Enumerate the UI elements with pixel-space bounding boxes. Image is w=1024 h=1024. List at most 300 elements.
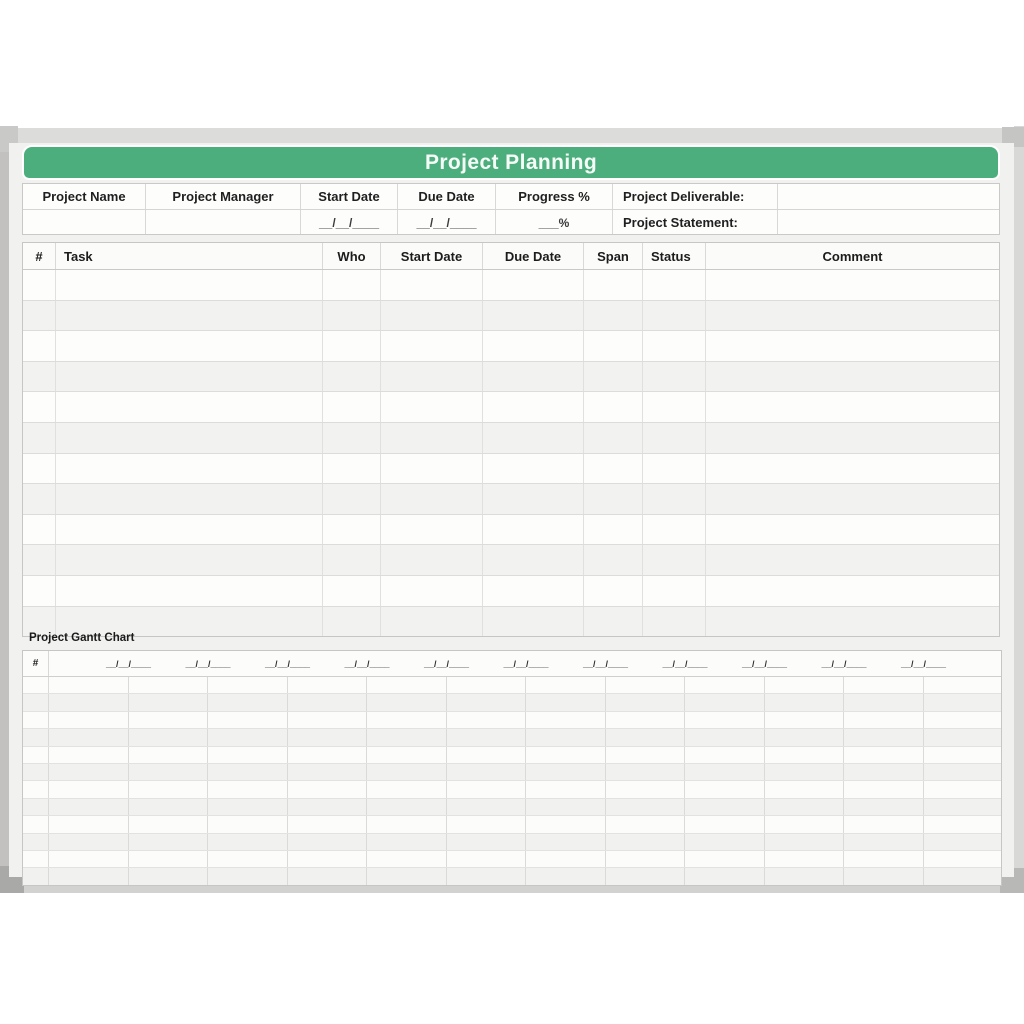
gantt-cell: [129, 816, 209, 832]
task-cell: [706, 423, 999, 453]
task-cell: [56, 576, 323, 606]
gantt-cell: [765, 677, 845, 693]
task-cell: [706, 576, 999, 606]
frame-top-rail: [8, 128, 1016, 143]
due-date-placeholder: __/__/____: [398, 210, 496, 235]
task-due-date-header: Due Date: [483, 243, 584, 269]
gantt-date-placeholder: __/__/____: [423, 658, 470, 669]
gantt-cell: [526, 677, 606, 693]
task-cell: [483, 362, 584, 392]
frame-left-rail: [0, 126, 9, 880]
gantt-cell: [367, 834, 447, 850]
gantt-cell: [49, 677, 129, 693]
task-cell: [23, 301, 56, 331]
task-row: [23, 545, 999, 576]
gantt-cell: [367, 712, 447, 728]
gantt-date-placeholder: __/__/____: [662, 658, 708, 669]
gantt-cell: [685, 729, 765, 745]
task-cell: [381, 576, 483, 606]
gantt-cell: [208, 694, 288, 710]
gantt-cell: [606, 781, 686, 797]
task-cell: [23, 331, 56, 361]
gantt-cell: [208, 781, 288, 797]
task-cell: [23, 423, 56, 453]
gantt-cell: [924, 851, 1003, 867]
gantt-cell: [685, 747, 765, 763]
task-cell: [483, 515, 584, 545]
task-cell: [584, 362, 643, 392]
gantt-cell: [765, 747, 845, 763]
gantt-cell: [844, 712, 924, 728]
task-cell: [23, 454, 56, 484]
task-row: [23, 515, 999, 546]
gantt-cell: [924, 799, 1003, 815]
project-statement-value: [778, 210, 999, 235]
task-cell: [56, 331, 323, 361]
gantt-number-cell: [23, 694, 49, 710]
gantt-cell: [49, 764, 129, 780]
project-name-value: [23, 210, 146, 235]
who-header: Who: [323, 243, 381, 269]
task-cell: [23, 392, 56, 422]
gantt-cell: [606, 799, 686, 815]
gantt-number-cell: [23, 764, 49, 780]
gantt-cell: [685, 712, 765, 728]
gantt-cell: [924, 868, 1003, 884]
gantt-cell: [844, 694, 924, 710]
task-cell: [643, 576, 706, 606]
gantt-cell: [606, 834, 686, 850]
task-row: [23, 576, 999, 607]
task-row: [23, 423, 999, 454]
gantt-cell: [49, 781, 129, 797]
whiteboard-surface: [9, 143, 1014, 877]
gantt-cell: [526, 747, 606, 763]
gantt-cell: [367, 781, 447, 797]
gantt-cell: [288, 781, 368, 797]
gantt-row: [23, 781, 1001, 798]
task-row: [23, 484, 999, 515]
task-cell: [706, 362, 999, 392]
task-cell: [381, 392, 483, 422]
gantt-cell: [367, 851, 447, 867]
gantt-cell: [606, 851, 686, 867]
task-cell: [23, 545, 56, 575]
task-cell: [483, 392, 584, 422]
task-cell: [381, 484, 483, 514]
task-cell: [323, 545, 381, 575]
task-cell: [643, 545, 706, 575]
gantt-cell: [526, 781, 606, 797]
gantt-cell: [447, 764, 527, 780]
gantt-cell: [288, 868, 368, 884]
task-cell: [706, 515, 999, 545]
gantt-cell: [129, 764, 209, 780]
gantt-cell: [208, 868, 288, 884]
gantt-date-placeholder: __/__/____: [582, 658, 629, 669]
task-cell: [643, 362, 706, 392]
task-cell: [381, 454, 483, 484]
gantt-number-cell: [23, 677, 49, 693]
task-cell: [483, 423, 584, 453]
gantt-number-cell: [23, 729, 49, 745]
task-cell: [706, 484, 999, 514]
gantt-cell: [606, 694, 686, 710]
task-cell: [56, 270, 323, 300]
task-cell: [56, 301, 323, 331]
task-cell: [381, 362, 483, 392]
gantt-date-placeholder: __/__/____: [105, 658, 152, 669]
gantt-cell: [765, 712, 845, 728]
task-cell: [56, 423, 323, 453]
task-cell: [323, 331, 381, 361]
gantt-cell: [447, 868, 527, 884]
gantt-cell: [288, 712, 368, 728]
gantt-cell: [685, 764, 765, 780]
gantt-cell: [765, 834, 845, 850]
gantt-cell: [685, 799, 765, 815]
gantt-cell: [288, 851, 368, 867]
task-cell: [706, 392, 999, 422]
task-cell: [323, 576, 381, 606]
gantt-cell: [606, 816, 686, 832]
task-cell: [323, 423, 381, 453]
task-number-header: #: [23, 243, 56, 269]
task-cell: [706, 545, 999, 575]
start-date-placeholder: __/__/____: [301, 210, 398, 235]
task-cell: [23, 576, 56, 606]
gantt-cell: [844, 851, 924, 867]
gantt-cell: [49, 729, 129, 745]
gantt-cell: [447, 729, 527, 745]
gantt-number-cell: [23, 712, 49, 728]
gantt-cell: [129, 834, 209, 850]
gantt-date-placeholder: __/__/____: [264, 658, 311, 669]
gantt-cell: [924, 764, 1003, 780]
task-cell: [643, 607, 706, 637]
gantt-cell: [447, 799, 527, 815]
gantt-number-cell: [23, 799, 49, 815]
gantt-row: [23, 729, 1001, 746]
gantt-cell: [288, 747, 368, 763]
gantt-cell: [129, 712, 209, 728]
gantt-cell: [367, 694, 447, 710]
gantt-number-cell: [23, 851, 49, 867]
task-cell: [643, 392, 706, 422]
gantt-cell: [288, 729, 368, 745]
task-cell: [584, 484, 643, 514]
progress-placeholder: ___%: [496, 210, 613, 235]
gantt-row: [23, 747, 1001, 764]
gantt-date-placeholder: __/__/____: [821, 658, 867, 669]
gantt-header: [23, 651, 1001, 677]
gantt-row: [23, 816, 1001, 833]
task-row: [23, 270, 999, 301]
gantt-cell: [924, 816, 1003, 832]
gantt-cell: [765, 781, 845, 797]
gantt-cell: [447, 851, 527, 867]
start-date-header: Start Date: [301, 184, 398, 209]
board-title: Project Planning: [424, 150, 598, 174]
task-cell: [56, 545, 323, 575]
task-cell: [323, 301, 381, 331]
task-cell: [381, 607, 483, 637]
gantt-cell: [765, 851, 845, 867]
gantt-cell: [606, 729, 686, 745]
gantt-cell: [844, 764, 924, 780]
progress-header: Progress %: [496, 184, 613, 209]
gantt-date-placeholder: __/__/____: [185, 658, 231, 669]
task-cell: [56, 484, 323, 514]
gantt-cell: [288, 677, 368, 693]
gantt-cell: [49, 851, 129, 867]
task-cell: [584, 454, 643, 484]
task-cell: [323, 607, 381, 637]
task-table-header: [23, 243, 999, 270]
task-cell: [381, 270, 483, 300]
gantt-row: [23, 694, 1001, 711]
gantt-cell: [208, 816, 288, 832]
task-cell: [706, 301, 999, 331]
task-cell: [584, 545, 643, 575]
gantt-cell: [685, 868, 765, 884]
gantt-body: [23, 677, 1001, 885]
task-cell: [483, 331, 584, 361]
gantt-cell: [685, 851, 765, 867]
gantt-cell: [129, 694, 209, 710]
task-cell: [323, 454, 381, 484]
gantt-cell: [924, 694, 1003, 710]
task-cell: [23, 270, 56, 300]
gantt-cell: [606, 764, 686, 780]
gantt-row: [23, 834, 1001, 851]
gantt-cell: [765, 868, 845, 884]
comment-header: Comment: [822, 248, 883, 264]
task-cell: [56, 454, 323, 484]
task-cell: [584, 607, 643, 637]
gantt-cell: [208, 712, 288, 728]
gantt-cell: [685, 677, 765, 693]
gantt-cell: [129, 851, 209, 867]
gantt-cell: [606, 712, 686, 728]
gantt-cell: [526, 764, 606, 780]
gantt-cell: [844, 729, 924, 745]
task-cell: [643, 331, 706, 361]
gantt-cell: [526, 851, 606, 867]
gantt-cell: [685, 834, 765, 850]
project-deliverable-value: [778, 184, 999, 209]
task-cell: [483, 607, 584, 637]
task-cell: [483, 454, 584, 484]
gantt-cell: [924, 781, 1003, 797]
task-cell: [323, 515, 381, 545]
gantt-cell: [447, 677, 527, 693]
gantt-cell: [129, 747, 209, 763]
gantt-cell: [288, 834, 368, 850]
task-row: [23, 331, 999, 362]
task-cell: [584, 270, 643, 300]
task-cell: [381, 515, 483, 545]
task-cell: [643, 301, 706, 331]
gantt-number-cell: [23, 868, 49, 884]
gantt-table: [22, 650, 1002, 886]
task-cell: [56, 392, 323, 422]
gantt-cell: [367, 764, 447, 780]
gantt-cell: [49, 799, 129, 815]
gantt-cell: [526, 712, 606, 728]
gantt-cell: [367, 729, 447, 745]
status-header: Status: [643, 243, 706, 269]
task-cell: [584, 301, 643, 331]
due-date-header: Due Date: [398, 184, 496, 209]
gantt-cell: [526, 694, 606, 710]
gantt-cell: [367, 799, 447, 815]
task-cell: [323, 484, 381, 514]
task-cell: [643, 454, 706, 484]
gantt-cell: [208, 799, 288, 815]
gantt-row: [23, 764, 1001, 781]
gantt-cell: [844, 781, 924, 797]
gantt-cell: [765, 764, 845, 780]
task-cell: [381, 545, 483, 575]
task-cell: [323, 270, 381, 300]
gantt-cell: [606, 868, 686, 884]
task-cell: [23, 484, 56, 514]
gantt-cell: [129, 868, 209, 884]
task-table-body: [23, 270, 999, 636]
gantt-cell: [924, 747, 1003, 763]
task-cell: [643, 515, 706, 545]
gantt-cell: [685, 781, 765, 797]
gantt-number-cell: [23, 747, 49, 763]
project-name-header: Project Name: [23, 184, 146, 209]
gantt-number-cell: [23, 781, 49, 797]
task-cell: [706, 270, 999, 300]
frame-right-rail: [1014, 126, 1024, 880]
gantt-cell: [208, 851, 288, 867]
gantt-cell: [49, 694, 129, 710]
gantt-cell: [367, 677, 447, 693]
gantt-cell: [924, 712, 1003, 728]
gantt-number-header: #: [23, 651, 49, 676]
gantt-cell: [288, 799, 368, 815]
gantt-cell: [288, 694, 368, 710]
gantt-cell: [208, 834, 288, 850]
gantt-row: [23, 799, 1001, 816]
gantt-cell: [924, 834, 1003, 850]
gantt-row: [23, 712, 1001, 729]
task-cell: [706, 331, 999, 361]
gantt-cell: [129, 677, 209, 693]
gantt-row: [23, 851, 1001, 868]
task-cell: [643, 484, 706, 514]
task-cell: [483, 270, 584, 300]
gantt-cell: [526, 729, 606, 745]
task-start-date-header: Start Date: [381, 243, 483, 269]
gantt-cell: [765, 799, 845, 815]
gantt-cell: [208, 729, 288, 745]
task-cell: [483, 484, 584, 514]
gantt-date-placeholder: __/__/____: [503, 658, 549, 669]
gantt-cell: [288, 816, 368, 832]
gantt-row: [23, 868, 1001, 884]
gantt-cell: [844, 799, 924, 815]
task-row: [23, 392, 999, 423]
gantt-cell: [447, 712, 527, 728]
gantt-cell: [367, 868, 447, 884]
gantt-cell: [208, 677, 288, 693]
task-row: [23, 362, 999, 393]
task-table: [22, 242, 1000, 637]
gantt-cell: [526, 868, 606, 884]
span-header: Span: [584, 243, 643, 269]
task-cell: [584, 576, 643, 606]
project-info-table: [22, 183, 1000, 235]
gantt-cell: [844, 816, 924, 832]
info-header-row: [23, 184, 999, 210]
task-cell: [584, 423, 643, 453]
task-row: [23, 607, 999, 637]
gantt-cell: [367, 816, 447, 832]
gantt-cell: [606, 677, 686, 693]
task-cell: [643, 423, 706, 453]
project-deliverable-label: Project Deliverable:: [613, 184, 778, 209]
task-cell: [643, 270, 706, 300]
task-row: [23, 301, 999, 332]
task-cell: [584, 331, 643, 361]
task-cell: [584, 515, 643, 545]
gantt-cell: [49, 712, 129, 728]
project-statement-label: Project Statement:: [613, 210, 778, 235]
gantt-date-placeholder: __/__/____: [741, 658, 788, 669]
gantt-number-cell: [23, 816, 49, 832]
gantt-cell: [447, 747, 527, 763]
board-title-banner: [22, 145, 1000, 180]
gantt-cell: [526, 799, 606, 815]
task-cell: [584, 392, 643, 422]
task-cell: [706, 454, 999, 484]
gantt-cell: [49, 868, 129, 884]
gantt-cell: [129, 729, 209, 745]
task-cell: [483, 545, 584, 575]
gantt-cell: [447, 694, 527, 710]
gantt-cell: [844, 677, 924, 693]
task-header: Task: [56, 243, 323, 269]
gantt-number-cell: [23, 834, 49, 850]
gantt-cell: [208, 764, 288, 780]
gantt-cell: [844, 747, 924, 763]
gantt-cell: [367, 747, 447, 763]
project-manager-header: Project Manager: [146, 184, 301, 209]
gantt-cell: [526, 834, 606, 850]
gantt-cell: [924, 729, 1003, 745]
task-cell: [23, 362, 56, 392]
gantt-cell: [49, 816, 129, 832]
gantt-date-placeholder: __/__/____: [344, 658, 390, 669]
task-cell: [323, 392, 381, 422]
task-cell: [56, 362, 323, 392]
gantt-cell: [765, 729, 845, 745]
gantt-cell: [49, 834, 129, 850]
gantt-section-label: Project Gantt Chart: [29, 632, 135, 644]
gantt-cell: [129, 781, 209, 797]
gantt-cell: [447, 781, 527, 797]
gantt-cell: [606, 747, 686, 763]
task-row: [23, 454, 999, 485]
gantt-cell: [447, 816, 527, 832]
gantt-cell: [844, 868, 924, 884]
gantt-cell: [526, 816, 606, 832]
